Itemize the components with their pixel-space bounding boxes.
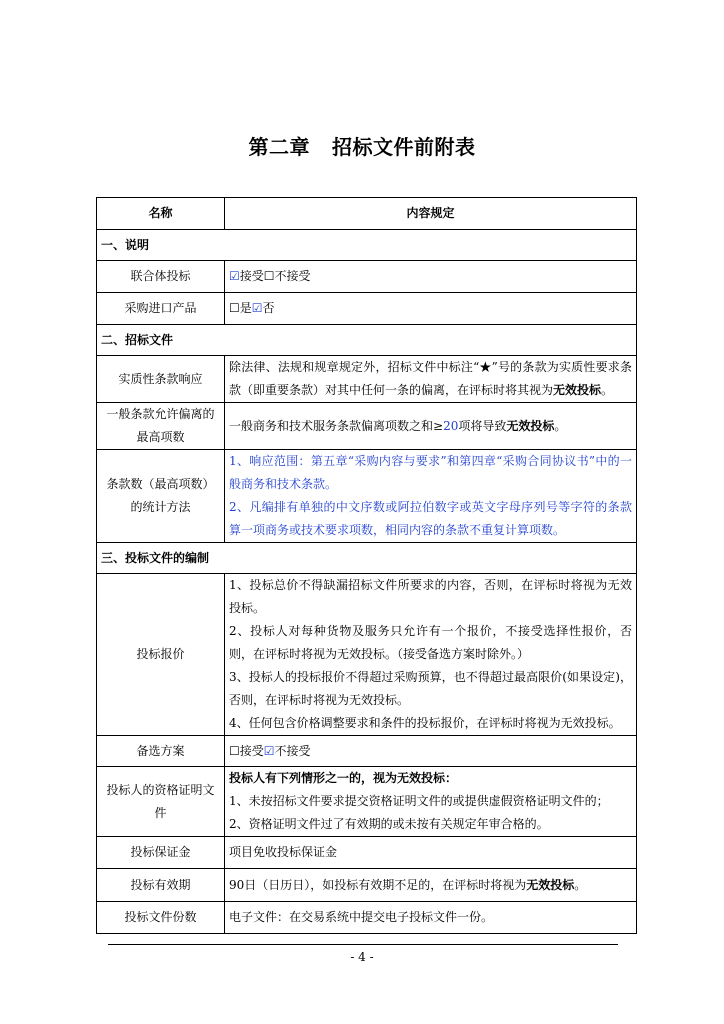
imported-options	[225, 293, 637, 325]
row-label: 投标人的资格证明文件	[97, 767, 225, 837]
emphasis-text: 无效投标	[526, 877, 575, 892]
section-row	[97, 230, 637, 261]
row-label: 实质性条款响应	[97, 356, 225, 403]
section-title-1: 一、说明	[97, 230, 637, 261]
row-label	[97, 403, 225, 450]
content-text: 除法律、法规和规章规定外，招标文件中标注“★”号的条款为实质性要求条款（即重要条款）对其中任何一条的偏离，在评标时将其视为	[229, 360, 632, 397]
content-line: 1、响应范围：第五章“采购内容与要求”和第四章“采购合同协议书”中的一般商务和技术条款。	[229, 454, 632, 491]
table-row	[97, 767, 637, 837]
header-name: 名称	[97, 198, 225, 230]
page-number: - 4 -	[350, 950, 374, 964]
label-line: 最高项数	[136, 430, 185, 444]
content-line: 4、任何包含价格调整要求和条件的投标报价，在评标时将视为无效投标。	[229, 716, 621, 730]
page-title	[0, 131, 724, 160]
option-label: 是	[239, 301, 252, 315]
table-row	[97, 403, 637, 450]
table-row	[97, 261, 637, 293]
emphasis-text: 无效投标	[553, 383, 602, 397]
row-content: 项目免收投标保证金	[225, 837, 637, 869]
content-text: 。	[554, 418, 567, 433]
content-line: 2、投标人对每种货物及服务只允许有一个报价，不接受选择性报价，否则，在评标时将视为无效投标。（接受备选方案时除外。）	[229, 624, 632, 661]
chapter-title: 招标文件前附表	[332, 135, 476, 159]
row-content	[225, 574, 637, 736]
row-content	[225, 450, 637, 543]
row-label: 采购进口产品	[97, 293, 225, 325]
checked-box-icon[interactable]: ☑	[229, 269, 240, 283]
option-label: 不接受	[274, 743, 311, 758]
content-text: 。	[601, 383, 614, 397]
footer-divider	[108, 944, 618, 945]
row-label: 备选方案	[97, 736, 225, 767]
row-content	[225, 403, 637, 450]
row-label: 投标保证金	[97, 837, 225, 869]
content-text: 一般商务和技术服务条款偏离项数之和≥	[229, 418, 444, 433]
table-row	[97, 356, 637, 403]
front-attachment-table	[96, 197, 637, 934]
label-line: 的统计方法	[130, 500, 191, 514]
row-label: 投标报价	[97, 574, 225, 736]
content-text: 。	[574, 877, 587, 892]
alternative-options	[225, 736, 637, 767]
header-content: 内容规定	[225, 198, 637, 230]
row-label: 投标有效期	[97, 869, 225, 902]
row-content	[225, 356, 637, 403]
content-line: 2、凡编排有单独的中文序数或阿拉伯数字或英文字母序列号等字符的条款算一项商务或技术要求项数，相同内容的条款不重复计算项数。	[229, 500, 632, 537]
section-row	[97, 543, 637, 574]
emphasis-text: 无效投标	[506, 418, 555, 433]
row-content	[225, 869, 637, 902]
content-line: 1、投标总价不得缺漏招标文件所要求的内容，否则，在评标时将视为无效投标。	[229, 578, 632, 615]
checked-box-icon[interactable]: ☑	[251, 301, 263, 315]
chapter-number: 第二章	[248, 135, 310, 159]
unchecked-box-icon[interactable]: ☐	[229, 301, 240, 315]
unchecked-box-icon[interactable]: ☐	[229, 743, 240, 758]
content-lead: 投标人有下列情形之一的，视为无效投标：	[229, 771, 458, 785]
content-text: 项将导致	[458, 418, 507, 433]
number-text: 20	[443, 418, 459, 433]
section-title-2: 二、招标文件	[97, 325, 637, 356]
content-line: 1、未按招标文件要求提交资格证明文件的或提供虚假资格证明文件的；	[229, 794, 609, 808]
table-row	[97, 837, 637, 869]
option-label: 接受	[239, 269, 264, 283]
label-line: 一般条款允许偏离的	[106, 407, 215, 421]
label-line: 条款数（最高项数）	[106, 477, 215, 491]
content-text: 90日（日历日），如投标有效期不足的，在评标时将视为	[229, 877, 527, 892]
checked-box-icon[interactable]: ☑	[263, 743, 275, 758]
row-label	[97, 450, 225, 543]
section-row	[97, 325, 637, 356]
section-title-3: 三、投标文件的编制	[97, 543, 637, 574]
option-label: 否	[262, 301, 275, 315]
table-row	[97, 574, 637, 736]
row-content	[225, 767, 637, 837]
content-line: 3、投标人的投标报价不得超过采购预算，也不得超过最高限价(如果设定)，否则，在评标时将视为无效投标。	[229, 670, 632, 707]
table-row	[97, 736, 637, 767]
option-label: 接受	[239, 743, 264, 758]
consortium-options	[225, 261, 637, 293]
unchecked-box-icon[interactable]: ☐	[263, 269, 275, 283]
row-content: 电子文件：在交易系统中提交电子投标文件一份。	[225, 902, 637, 934]
table-row	[97, 869, 637, 902]
row-label: 联合体投标	[97, 261, 225, 293]
table-row	[97, 450, 637, 543]
option-label: 不接受	[274, 269, 311, 283]
table-header-row	[97, 198, 637, 230]
table-row	[97, 902, 637, 934]
row-label: 投标文件份数	[97, 902, 225, 934]
content-line: 2、资格证明文件过了有效期的或未按有关规定年审合格的。	[229, 817, 549, 831]
table-row	[97, 293, 637, 325]
